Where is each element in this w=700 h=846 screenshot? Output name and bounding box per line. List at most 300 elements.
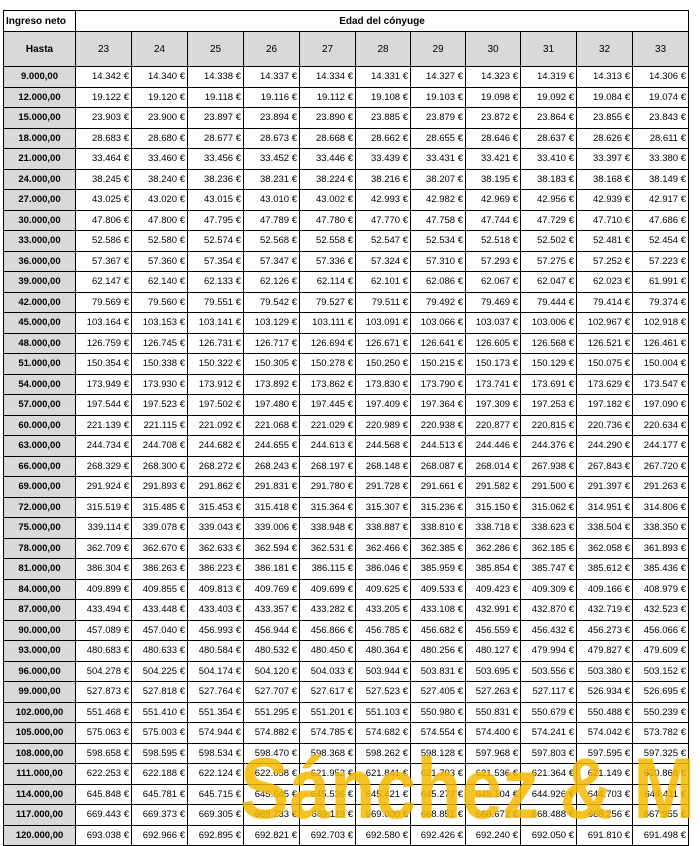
value-cell: 28.626 € xyxy=(577,128,633,149)
value-cell: 62.140 € xyxy=(132,272,188,293)
value-cell: 33.452 € xyxy=(244,149,300,170)
value-cell: 150.338 € xyxy=(132,354,188,375)
value-cell: 315.453 € xyxy=(188,497,244,518)
value-cell: 221.068 € xyxy=(244,415,300,436)
age-header-32: 32 xyxy=(577,32,633,67)
value-cell: 244.655 € xyxy=(244,436,300,457)
income-threshold-cell: 60.000,00 xyxy=(4,415,76,436)
value-cell: 645.421 € xyxy=(356,784,411,805)
value-cell: 62.133 € xyxy=(188,272,244,293)
value-cell: 28.677 € xyxy=(188,128,244,149)
income-threshold-cell: 111.000,00 xyxy=(4,764,76,785)
value-cell: 621.841 € xyxy=(356,764,411,785)
value-cell: 33.397 € xyxy=(577,149,633,170)
value-cell: 197.502 € xyxy=(188,395,244,416)
value-cell: 433.448 € xyxy=(132,600,188,621)
value-cell: 57.223 € xyxy=(633,251,689,272)
value-cell: 386.223 € xyxy=(188,559,244,580)
value-cell: 644.411 € xyxy=(633,784,689,805)
value-cell: 574.241 € xyxy=(521,723,577,744)
value-cell: 598.595 € xyxy=(132,743,188,764)
value-cell: 645.715 € xyxy=(188,784,244,805)
value-cell: 19.084 € xyxy=(577,87,633,108)
value-cell: 315.236 € xyxy=(411,497,466,518)
income-threshold-cell: 18.000,00 xyxy=(4,128,76,149)
value-cell: 150.004 € xyxy=(633,354,689,375)
value-cell: 23.897 € xyxy=(188,108,244,129)
value-cell: 291.728 € xyxy=(356,477,411,498)
value-cell: 456.432 € xyxy=(521,620,577,641)
value-cell: 315.519 € xyxy=(76,497,132,518)
value-cell: 14.342 € xyxy=(76,67,132,88)
table-row xyxy=(4,620,689,641)
value-cell: 38.149 € xyxy=(633,169,689,190)
value-cell: 339.006 € xyxy=(244,518,300,539)
value-cell: 433.205 € xyxy=(356,600,411,621)
income-threshold-cell: 120.000,00 xyxy=(4,825,76,846)
value-cell: 503.695 € xyxy=(466,661,521,682)
value-cell: 244.613 € xyxy=(300,436,356,457)
table-row xyxy=(4,702,689,723)
value-cell: 339.043 € xyxy=(188,518,244,539)
value-cell: 244.290 € xyxy=(577,436,633,457)
value-cell: 691.810 € xyxy=(577,825,633,846)
table-row xyxy=(4,128,689,149)
value-cell: 220.877 € xyxy=(466,415,521,436)
value-cell: 573.782 € xyxy=(633,723,689,744)
value-cell: 244.446 € xyxy=(466,436,521,457)
value-cell: 597.803 € xyxy=(521,743,577,764)
value-cell: 479.827 € xyxy=(577,641,633,662)
value-cell: 668.488 € xyxy=(521,805,577,826)
table-row xyxy=(4,825,689,846)
value-cell: 503.380 € xyxy=(577,661,633,682)
value-cell: 14.313 € xyxy=(577,67,633,88)
income-threshold-cell: 51.000,00 xyxy=(4,354,76,375)
value-cell: 221.092 € xyxy=(188,415,244,436)
age-header-26: 26 xyxy=(244,32,300,67)
value-cell: 574.682 € xyxy=(356,723,411,744)
value-cell: 315.062 € xyxy=(521,497,577,518)
table-row xyxy=(4,190,689,211)
value-cell: 197.445 € xyxy=(300,395,356,416)
value-cell: 38.224 € xyxy=(300,169,356,190)
value-cell: 409.423 € xyxy=(466,579,521,600)
table-row xyxy=(4,497,689,518)
value-cell: 57.324 € xyxy=(356,251,411,272)
value-cell: 527.818 € xyxy=(132,682,188,703)
table-row xyxy=(4,661,689,682)
value-cell: 550.831 € xyxy=(466,702,521,723)
table-row xyxy=(4,538,689,559)
value-cell: 197.409 € xyxy=(356,395,411,416)
value-cell: 432.523 € xyxy=(633,600,689,621)
value-cell: 409.166 € xyxy=(577,579,633,600)
value-cell: 61.991 € xyxy=(633,272,689,293)
table-row xyxy=(4,682,689,703)
value-cell: 575.003 € xyxy=(132,723,188,744)
value-cell: 362.594 € xyxy=(244,538,300,559)
income-threshold-cell: 114.000,00 xyxy=(4,784,76,805)
value-cell: 79.414 € xyxy=(577,292,633,313)
value-cell: 433.282 € xyxy=(300,600,356,621)
value-cell: 197.090 € xyxy=(633,395,689,416)
income-threshold-cell: 15.000,00 xyxy=(4,108,76,129)
value-cell: 244.682 € xyxy=(188,436,244,457)
value-cell: 23.872 € xyxy=(466,108,521,129)
value-cell: 479.994 € xyxy=(521,641,577,662)
value-cell: 28.646 € xyxy=(466,128,521,149)
value-cell: 42.956 € xyxy=(521,190,577,211)
value-cell: 126.671 € xyxy=(356,333,411,354)
value-cell: 47.758 € xyxy=(411,210,466,231)
value-cell: 409.855 € xyxy=(132,579,188,600)
watermark-text: Sánchez & M xyxy=(240,741,695,833)
value-cell: 668.851 € xyxy=(411,805,466,826)
income-threshold-cell: 12.000,00 xyxy=(4,87,76,108)
value-cell: 173.930 € xyxy=(132,374,188,395)
value-cell: 38.168 € xyxy=(577,169,633,190)
value-cell: 480.364 € xyxy=(356,641,411,662)
value-cell: 57.310 € xyxy=(411,251,466,272)
value-cell: 150.278 € xyxy=(300,354,356,375)
value-cell: 692.895 € xyxy=(188,825,244,846)
value-cell: 622.253 € xyxy=(76,764,132,785)
income-threshold-cell: 90.000,00 xyxy=(4,620,76,641)
income-threshold-cell: 81.000,00 xyxy=(4,559,76,580)
income-threshold-cell: 33.000,00 xyxy=(4,231,76,252)
value-cell: 220.989 € xyxy=(356,415,411,436)
value-cell: 14.340 € xyxy=(132,67,188,88)
value-cell: 645.848 € xyxy=(76,784,132,805)
value-cell: 598.368 € xyxy=(300,743,356,764)
age-header-28: 28 xyxy=(356,32,411,67)
value-cell: 362.670 € xyxy=(132,538,188,559)
value-cell: 504.174 € xyxy=(188,661,244,682)
value-cell: 173.691 € xyxy=(521,374,577,395)
value-cell: 19.120 € xyxy=(132,87,188,108)
income-threshold-cell: 102.000,00 xyxy=(4,702,76,723)
value-cell: 28.611 € xyxy=(633,128,689,149)
age-header-27: 27 xyxy=(300,32,356,67)
value-cell: 338.948 € xyxy=(300,518,356,539)
value-cell: 28.673 € xyxy=(244,128,300,149)
value-cell: 47.795 € xyxy=(188,210,244,231)
value-cell: 692.821 € xyxy=(244,825,300,846)
value-cell: 103.129 € xyxy=(244,313,300,334)
value-cell: 62.067 € xyxy=(466,272,521,293)
value-cell: 268.014 € xyxy=(466,456,521,477)
value-cell: 621.536 € xyxy=(466,764,521,785)
table-row xyxy=(4,292,689,313)
value-cell: 38.195 € xyxy=(466,169,521,190)
age-header-25: 25 xyxy=(188,32,244,67)
table-row xyxy=(4,272,689,293)
value-cell: 527.707 € xyxy=(244,682,300,703)
value-cell: 527.873 € xyxy=(76,682,132,703)
value-cell: 362.466 € xyxy=(356,538,411,559)
value-cell: 338.504 € xyxy=(577,518,633,539)
value-cell: 551.103 € xyxy=(356,702,411,723)
value-cell: 692.240 € xyxy=(466,825,521,846)
value-cell: 291.500 € xyxy=(521,477,577,498)
value-cell: 433.403 € xyxy=(188,600,244,621)
value-cell: 338.350 € xyxy=(633,518,689,539)
value-cell: 622.058 € xyxy=(244,764,300,785)
value-cell: 126.461 € xyxy=(633,333,689,354)
value-cell: 126.568 € xyxy=(521,333,577,354)
table-row xyxy=(4,723,689,744)
value-cell: 527.523 € xyxy=(356,682,411,703)
value-cell: 173.892 € xyxy=(244,374,300,395)
value-cell: 244.177 € xyxy=(633,436,689,457)
value-cell: 23.843 € xyxy=(633,108,689,129)
value-cell: 52.502 € xyxy=(521,231,577,252)
value-cell: 38.207 € xyxy=(411,169,466,190)
value-cell: 126.521 € xyxy=(577,333,633,354)
value-cell: 361.893 € xyxy=(633,538,689,559)
value-cell: 621.703 € xyxy=(411,764,466,785)
value-cell: 291.780 € xyxy=(300,477,356,498)
value-cell: 314.951 € xyxy=(577,497,633,518)
value-cell: 197.182 € xyxy=(577,395,633,416)
value-cell: 550.679 € xyxy=(521,702,577,723)
value-cell: 597.968 € xyxy=(466,743,521,764)
value-cell: 126.641 € xyxy=(411,333,466,354)
value-cell: 79.374 € xyxy=(633,292,689,313)
value-cell: 551.354 € xyxy=(188,702,244,723)
value-cell: 692.703 € xyxy=(300,825,356,846)
age-header-33: 33 xyxy=(633,32,689,67)
value-cell: 291.831 € xyxy=(244,477,300,498)
value-cell: 291.582 € xyxy=(466,477,521,498)
value-cell: 692.966 € xyxy=(132,825,188,846)
hasta-header: Hasta xyxy=(4,32,76,67)
table-row xyxy=(4,600,689,621)
table-row xyxy=(4,354,689,375)
value-cell: 386.115 € xyxy=(300,559,356,580)
value-cell: 57.293 € xyxy=(466,251,521,272)
value-cell: 33.380 € xyxy=(633,149,689,170)
value-cell: 173.629 € xyxy=(577,374,633,395)
value-cell: 197.523 € xyxy=(132,395,188,416)
table-row xyxy=(4,518,689,539)
value-cell: 550.488 € xyxy=(577,702,633,723)
value-cell: 62.023 € xyxy=(577,272,633,293)
value-cell: 385.959 € xyxy=(411,559,466,580)
value-cell: 456.993 € xyxy=(188,620,244,641)
value-cell: 433.108 € xyxy=(411,600,466,621)
value-cell: 268.243 € xyxy=(244,456,300,477)
value-cell: 23.879 € xyxy=(411,108,466,129)
value-cell: 33.410 € xyxy=(521,149,577,170)
spouse-age-header: Edad del cónyuge xyxy=(76,11,689,32)
income-threshold-cell: 27.000,00 xyxy=(4,190,76,211)
value-cell: 33.439 € xyxy=(356,149,411,170)
income-threshold-cell: 24.000,00 xyxy=(4,169,76,190)
value-cell: 103.153 € xyxy=(132,313,188,334)
value-cell: 79.511 € xyxy=(356,292,411,313)
value-cell: 598.128 € xyxy=(411,743,466,764)
value-cell: 598.534 € xyxy=(188,743,244,764)
value-cell: 693.038 € xyxy=(76,825,132,846)
value-cell: 126.605 € xyxy=(466,333,521,354)
value-cell: 103.141 € xyxy=(188,313,244,334)
value-cell: 52.586 € xyxy=(76,231,132,252)
table-row xyxy=(4,313,689,334)
value-cell: 33.446 € xyxy=(300,149,356,170)
value-cell: 19.074 € xyxy=(633,87,689,108)
value-cell: 103.091 € xyxy=(356,313,411,334)
value-cell: 28.680 € xyxy=(132,128,188,149)
value-cell: 47.770 € xyxy=(356,210,411,231)
value-cell: 526.695 € xyxy=(633,682,689,703)
value-cell: 268.148 € xyxy=(356,456,411,477)
value-cell: 43.002 € xyxy=(300,190,356,211)
value-cell: 150.322 € xyxy=(188,354,244,375)
income-threshold-cell: 69.000,00 xyxy=(4,477,76,498)
value-cell: 291.924 € xyxy=(76,477,132,498)
income-threshold-cell: 30.000,00 xyxy=(4,210,76,231)
value-cell: 126.731 € xyxy=(188,333,244,354)
value-cell: 386.046 € xyxy=(356,559,411,580)
value-cell: 691.498 € xyxy=(633,825,689,846)
value-cell: 42.969 € xyxy=(466,190,521,211)
value-cell: 52.558 € xyxy=(300,231,356,252)
value-cell: 550.980 € xyxy=(411,702,466,723)
value-cell: 527.617 € xyxy=(300,682,356,703)
value-cell: 574.554 € xyxy=(411,723,466,744)
value-cell: 52.580 € xyxy=(132,231,188,252)
value-cell: 669.000 € xyxy=(356,805,411,826)
value-cell: 52.481 € xyxy=(577,231,633,252)
value-cell: 692.580 € xyxy=(356,825,411,846)
value-cell: 362.058 € xyxy=(577,538,633,559)
value-cell: 527.117 € xyxy=(521,682,577,703)
value-cell: 126.759 € xyxy=(76,333,132,354)
value-cell: 47.780 € xyxy=(300,210,356,231)
value-cell: 43.015 € xyxy=(188,190,244,211)
value-cell: 480.633 € xyxy=(132,641,188,662)
value-cell: 291.893 € xyxy=(132,477,188,498)
value-cell: 692.426 € xyxy=(411,825,466,846)
value-cell: 409.813 € xyxy=(188,579,244,600)
value-cell: 103.037 € xyxy=(466,313,521,334)
value-cell: 268.197 € xyxy=(300,456,356,477)
value-cell: 315.150 € xyxy=(466,497,521,518)
value-cell: 150.075 € xyxy=(577,354,633,375)
value-cell: 409.769 € xyxy=(244,579,300,600)
value-cell: 57.275 € xyxy=(521,251,577,272)
value-cell: 409.309 € xyxy=(521,579,577,600)
value-cell: 267.843 € xyxy=(577,456,633,477)
value-cell: 103.006 € xyxy=(521,313,577,334)
value-cell: 126.694 € xyxy=(300,333,356,354)
value-cell: 386.263 € xyxy=(132,559,188,580)
value-cell: 574.400 € xyxy=(466,723,521,744)
value-cell: 173.741 € xyxy=(466,374,521,395)
value-cell: 291.661 € xyxy=(411,477,466,498)
value-cell: 14.306 € xyxy=(633,67,689,88)
value-cell: 62.047 € xyxy=(521,272,577,293)
value-cell: 173.830 € xyxy=(356,374,411,395)
value-cell: 79.542 € xyxy=(244,292,300,313)
value-cell: 57.336 € xyxy=(300,251,356,272)
income-threshold-cell: 42.000,00 xyxy=(4,292,76,313)
value-cell: 42.993 € xyxy=(356,190,411,211)
table-row xyxy=(4,477,689,498)
income-threshold-cell: 54.000,00 xyxy=(4,374,76,395)
value-cell: 503.152 € xyxy=(633,661,689,682)
income-threshold-cell: 84.000,00 xyxy=(4,579,76,600)
table-row xyxy=(4,784,689,805)
value-cell: 57.252 € xyxy=(577,251,633,272)
value-cell: 291.397 € xyxy=(577,477,633,498)
value-cell: 244.513 € xyxy=(411,436,466,457)
value-cell: 150.215 € xyxy=(411,354,466,375)
value-cell: 197.309 € xyxy=(466,395,521,416)
value-cell: 79.444 € xyxy=(521,292,577,313)
value-cell: 38.240 € xyxy=(132,169,188,190)
value-cell: 33.456 € xyxy=(188,149,244,170)
value-cell: 527.405 € xyxy=(411,682,466,703)
value-cell: 433.494 € xyxy=(76,600,132,621)
value-cell: 244.708 € xyxy=(132,436,188,457)
value-cell: 551.201 € xyxy=(300,702,356,723)
value-cell: 42.939 € xyxy=(577,190,633,211)
value-cell: 47.800 € xyxy=(132,210,188,231)
value-cell: 221.029 € xyxy=(300,415,356,436)
value-cell: 645.536 € xyxy=(300,784,356,805)
income-threshold-cell: 117.000,00 xyxy=(4,805,76,826)
value-cell: 57.347 € xyxy=(244,251,300,272)
value-cell: 43.025 € xyxy=(76,190,132,211)
income-threshold-cell: 66.000,00 xyxy=(4,456,76,477)
value-cell: 503.944 € xyxy=(356,661,411,682)
table-row xyxy=(4,108,689,129)
value-cell: 244.568 € xyxy=(356,436,411,457)
table-row xyxy=(4,231,689,252)
age-header-31: 31 xyxy=(521,32,577,67)
value-cell: 47.710 € xyxy=(577,210,633,231)
value-cell: 42.982 € xyxy=(411,190,466,211)
table-row xyxy=(4,210,689,231)
value-cell: 574.944 € xyxy=(188,723,244,744)
value-cell: 52.574 € xyxy=(188,231,244,252)
value-cell: 79.551 € xyxy=(188,292,244,313)
value-cell: 527.263 € xyxy=(466,682,521,703)
value-cell: 197.544 € xyxy=(76,395,132,416)
value-cell: 23.900 € xyxy=(132,108,188,129)
value-cell: 338.718 € xyxy=(466,518,521,539)
value-cell: 480.683 € xyxy=(76,641,132,662)
value-cell: 47.729 € xyxy=(521,210,577,231)
value-cell: 669.373 € xyxy=(132,805,188,826)
value-cell: 23.894 € xyxy=(244,108,300,129)
value-cell: 57.354 € xyxy=(188,251,244,272)
table-row xyxy=(4,559,689,580)
value-cell: 385.612 € xyxy=(577,559,633,580)
value-cell: 551.468 € xyxy=(76,702,132,723)
value-cell: 47.744 € xyxy=(466,210,521,231)
value-cell: 103.164 € xyxy=(76,313,132,334)
age-header-24: 24 xyxy=(132,32,188,67)
value-cell: 598.262 € xyxy=(356,743,411,764)
value-cell: 668.256 € xyxy=(577,805,633,826)
value-cell: 551.410 € xyxy=(132,702,188,723)
value-cell: 19.118 € xyxy=(188,87,244,108)
value-cell: 197.480 € xyxy=(244,395,300,416)
